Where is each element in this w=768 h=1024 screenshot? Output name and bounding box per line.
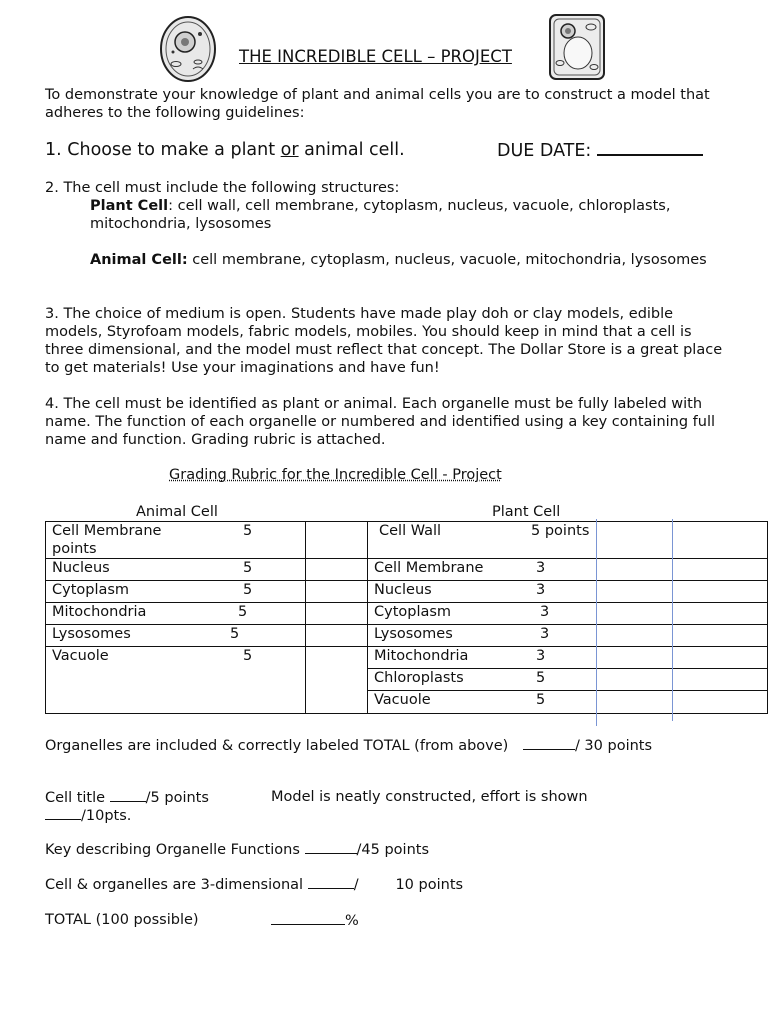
- plant-row-chloroplasts: [368, 669, 768, 691]
- score-blank[interactable]: [110, 789, 146, 802]
- plant-row-cell-wall: [368, 522, 768, 559]
- table-row: [46, 522, 368, 559]
- score-label: Cell & organelles are 3-dimensional: [45, 877, 308, 893]
- table-row: [368, 581, 768, 603]
- table-divider-line: [596, 519, 597, 726]
- score-label: TOTAL (100 possible): [45, 912, 199, 928]
- score-suffix: %: [345, 913, 359, 929]
- table-row: [368, 647, 768, 669]
- organelle-name: Mitochondria: [374, 648, 469, 664]
- step-2-lead: 2. The cell must include the following structures:: [45, 180, 400, 196]
- animal-score-cell[interactable]: [305, 581, 367, 603]
- plant-row-cytoplasm: [368, 603, 768, 625]
- page-title: THE INCREDIBLE CELL – PROJECT: [239, 47, 512, 66]
- score-suffix: / 10 points: [353, 877, 464, 893]
- animal-score-cell[interactable]: [305, 559, 367, 581]
- animal-score-cell[interactable]: [305, 603, 367, 625]
- organelle-points: 5: [243, 648, 253, 664]
- plant-cell-icon: [548, 13, 606, 81]
- organelle-name: Vacuole: [52, 648, 109, 664]
- organelle-name: Nucleus: [374, 582, 432, 598]
- table-row: [368, 559, 768, 581]
- total-score: [271, 912, 359, 929]
- animal-row-cytoplasm: [46, 581, 306, 603]
- step-1: [45, 140, 405, 160]
- animal-score-cell[interactable]: [305, 647, 367, 714]
- animal-row-vacuole: [46, 647, 306, 714]
- organelle-points: 3: [536, 582, 546, 598]
- plant-row-mitochondria: [368, 647, 768, 669]
- step-1-or: or: [280, 140, 299, 160]
- score-label: Key describing Organelle Functions: [45, 842, 305, 858]
- score-label: Organelles are included & correctly labeled TOTAL (from above): [45, 738, 509, 754]
- plant-cell-heading: Plant Cell: [492, 504, 561, 520]
- animal-cell-icon: [158, 14, 218, 84]
- organelle-name: Vacuole: [374, 692, 431, 708]
- plant-row-nucleus: [368, 581, 768, 603]
- score-blank[interactable]: [305, 841, 357, 854]
- plant-cell-label: Plant Cell: [90, 198, 169, 214]
- organelle-name: Cytoplasm: [52, 582, 130, 598]
- organelle-name: Cell Membrane: [52, 523, 162, 539]
- organelle-points: 5: [243, 582, 253, 598]
- three-dimensional-line: [45, 876, 463, 893]
- organelle-points: 5: [230, 626, 240, 642]
- animal-score-cell[interactable]: [305, 522, 367, 559]
- plant-row-vacuole: [368, 691, 768, 714]
- organelle-name: Chloroplasts: [374, 670, 464, 686]
- organelle-name: Lysosomes: [52, 626, 131, 642]
- organelle-points-unit: points: [52, 541, 97, 557]
- score-blank[interactable]: [271, 912, 345, 925]
- score-blank[interactable]: [523, 737, 575, 750]
- plant-cell-list: : cell wall, cell membrane, cytoplasm, nucleus, vacuole, chloroplasts, mitochondria, lysosomes: [90, 198, 671, 232]
- plant-row-cell-membrane: [368, 559, 768, 581]
- plant-cell-structures: [90, 197, 730, 233]
- step-3: 3. The choice of medium is open. Students have made play doh or clay models, edible models, Styrofoam models, fabric models, mobiles. You should keep in mind that a cell is three dimensional, and the model must reflect that concept. The Dollar Store is a great place to get materials! Use your imaginations and have fun!: [45, 306, 723, 376]
- plant-rubric-table: [367, 521, 768, 714]
- animal-cell-label: Animal Cell:: [90, 252, 188, 268]
- animal-cell-heading: Animal Cell: [136, 504, 218, 520]
- step-1-post: animal cell.: [298, 140, 405, 160]
- table-row: [46, 559, 368, 581]
- organelle-name: Mitochondria: [52, 604, 147, 620]
- organelle-name: Lysosomes: [374, 626, 453, 642]
- total-line: [45, 912, 199, 928]
- step-1-pre: 1. Choose to make a plant: [45, 140, 281, 160]
- score-blank[interactable]: [45, 807, 81, 820]
- cell-title-line: [45, 789, 209, 806]
- score-suffix: /10pts.: [81, 808, 132, 824]
- animal-row-cell-membrane: [46, 522, 306, 559]
- organelle-points: 5: [243, 560, 253, 576]
- score-blank[interactable]: [308, 876, 354, 889]
- due-date-blank[interactable]: [597, 140, 703, 156]
- intro-text: To demonstrate your knowledge of plant and animal cells you are to construct a model that adheres to the following guidelines:: [45, 87, 710, 121]
- due-date-label: DUE DATE:: [497, 141, 597, 161]
- table-row: [368, 691, 768, 714]
- organelles-total-line: [45, 737, 652, 754]
- score-suffix: /45 points: [356, 842, 430, 858]
- animal-cell-list: cell membrane, cytoplasm, nucleus, vacuole, mitochondria, lysosomes: [187, 252, 707, 268]
- organelle-points: 3: [540, 604, 550, 620]
- due-date: [497, 140, 703, 161]
- rubric-title: Grading Rubric for the Incredible Cell - Project: [169, 467, 502, 483]
- table-row: [46, 625, 368, 647]
- organelle-points: 3: [536, 560, 546, 576]
- step-4: 4. The cell must be identified as plant or animal. Each organelle must be fully labeled with name. The function of each organelle or numbered and identified using a key containing full name and function. Grading rubric is attached.: [45, 396, 716, 448]
- organelle-name: Nucleus: [52, 560, 110, 576]
- neatness-line: Model is neatly constructed, effort is shown: [271, 789, 588, 805]
- organelle-name: Cell Wall: [379, 523, 442, 539]
- organelle-name: Cytoplasm: [374, 604, 452, 620]
- organelle-points: 5: [243, 523, 253, 539]
- organelle-points: 3: [540, 626, 550, 642]
- organelle-points: 5: [536, 692, 546, 708]
- animal-cell-structures: [90, 251, 730, 269]
- table-row: [46, 647, 368, 714]
- organelle-points: 5: [536, 670, 546, 686]
- animal-row-lysosomes: [46, 625, 306, 647]
- table-row: [46, 603, 368, 625]
- score-label: Cell title: [45, 790, 110, 806]
- neatness-score: [45, 807, 131, 824]
- score-suffix: /5 points: [145, 790, 209, 806]
- table-row: [368, 522, 768, 559]
- table-row: [368, 625, 768, 647]
- key-functions-line: [45, 841, 429, 858]
- plant-row-lysosomes: [368, 625, 768, 647]
- organelle-points: 5 points: [531, 523, 590, 539]
- score-suffix: / 30 points: [574, 738, 653, 754]
- animal-row-mitochondria: [46, 603, 306, 625]
- organelle-points: 5: [238, 604, 248, 620]
- table-row: [368, 669, 768, 691]
- animal-rubric-table: [45, 521, 368, 714]
- organelle-name: Cell Membrane: [374, 560, 484, 576]
- table-row: [368, 603, 768, 625]
- animal-row-nucleus: [46, 559, 306, 581]
- organelle-points: 3: [536, 648, 546, 664]
- animal-score-cell[interactable]: [305, 625, 367, 647]
- table-divider-line: [672, 519, 673, 721]
- table-row: [46, 581, 368, 603]
